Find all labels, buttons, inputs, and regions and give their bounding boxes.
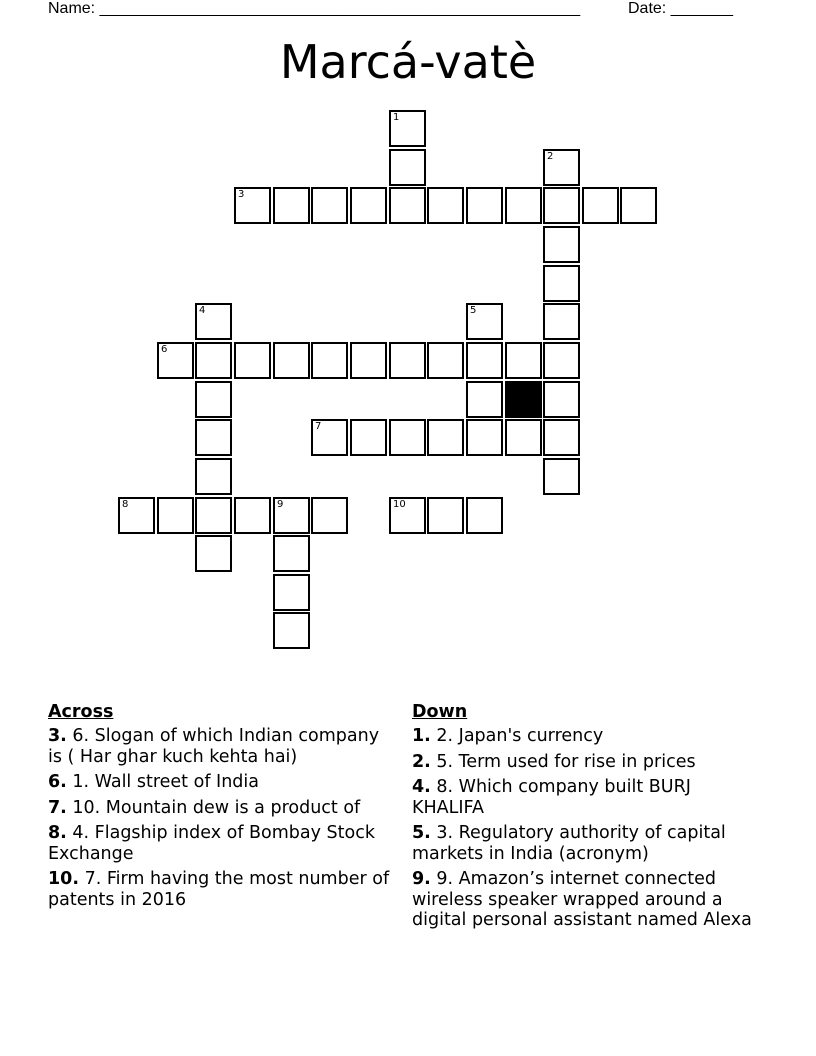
crossword-cell[interactable] (389, 110, 426, 147)
clue-number: 2 (547, 151, 554, 162)
crossword-cell[interactable] (427, 187, 464, 224)
crossword-cell[interactable] (195, 381, 232, 418)
crossword-cell[interactable] (620, 187, 657, 224)
clue-number: 8 (122, 499, 129, 510)
across-clues (48, 702, 398, 915)
crossword-cell[interactable] (195, 458, 232, 495)
clue-item (412, 823, 757, 864)
clue-item (48, 823, 398, 864)
down-clue-list (412, 726, 757, 931)
clue-text: 4. Flagship index of Bombay Stock Exchange (48, 823, 375, 864)
clue-number: 9 (277, 499, 284, 510)
crossword-cell[interactable] (118, 497, 155, 534)
clue-text: 8. Which company built BURJ KHALIFA (412, 777, 691, 818)
clue-text: 3. Regulatory authority of capital markets in India (acronym) (412, 823, 726, 864)
crossword-cell[interactable] (466, 342, 503, 379)
crossword-cell[interactable] (389, 419, 426, 456)
clue-item (412, 726, 757, 747)
crossword-cell[interactable] (505, 187, 542, 224)
crossword-cell[interactable] (273, 612, 310, 649)
crossword-cell[interactable] (311, 187, 348, 224)
crossword-cell[interactable] (273, 187, 310, 224)
clue-number: 4. (412, 777, 431, 797)
crossword-cell[interactable] (273, 574, 310, 611)
crossword-cell[interactable] (234, 342, 271, 379)
crossword-cell[interactable] (543, 303, 580, 340)
crossword-cell[interactable] (427, 497, 464, 534)
date-field[interactable]: Date: _______ (628, 0, 733, 17)
clue-number: 6. (48, 772, 67, 792)
crossword-cell[interactable] (195, 497, 232, 534)
clue-number: 4 (199, 305, 206, 316)
name-field[interactable]: Name: ______________________________________________________ (48, 0, 581, 17)
clue-item (48, 772, 398, 793)
page-title: Marcá-vatè (279, 35, 537, 89)
crossword-cell[interactable] (543, 187, 580, 224)
crossword-cell[interactable] (273, 535, 310, 572)
crossword-block (505, 381, 542, 418)
clue-number: 8. (48, 823, 67, 843)
crossword-cell[interactable] (195, 535, 232, 572)
clue-text: 5. Term used for rise in prices (436, 751, 696, 772)
clue-number: 3. (48, 726, 67, 746)
clue-number: 5. (412, 823, 431, 843)
crossword-cell[interactable] (543, 342, 580, 379)
crossword-cell[interactable] (505, 419, 542, 456)
crossword-cell[interactable] (350, 187, 387, 224)
crossword-cell[interactable] (466, 497, 503, 534)
crossword-cell[interactable] (582, 187, 619, 224)
across-heading: Across (48, 702, 114, 722)
crossword-cell[interactable] (389, 149, 426, 186)
crossword-cell[interactable] (195, 342, 232, 379)
clue-number: 1. (412, 726, 431, 746)
clue-text: 2. Japan's currency (436, 726, 604, 746)
clue-item (48, 798, 398, 819)
crossword-cell[interactable] (234, 187, 271, 224)
clue-text: 10. Mountain dew is a product of (72, 797, 361, 818)
clue-item (48, 726, 398, 767)
crossword-cell[interactable] (157, 342, 194, 379)
crossword-cell[interactable] (427, 342, 464, 379)
clue-number: 2. (412, 751, 431, 772)
clue-number: 5 (470, 305, 477, 316)
clue-text: 6. Slogan of which Indian company is ( Har ghar kuch kehta hai) (48, 726, 380, 767)
clue-number: 10. (48, 869, 80, 889)
crossword-cell[interactable] (543, 381, 580, 418)
clue-number: 6 (161, 344, 168, 355)
crossword-cell[interactable] (466, 419, 503, 456)
clue-item (48, 869, 398, 910)
clue-item (412, 777, 757, 818)
clue-text: 7. Firm having the most number of patents in 2016 (48, 869, 390, 910)
across-clue-list (48, 726, 398, 910)
clue-number: 9. (412, 869, 431, 889)
crossword-cell[interactable] (350, 419, 387, 456)
clue-number: 7 (315, 421, 322, 432)
clue-number: 10 (393, 499, 406, 510)
crossword-cell[interactable] (389, 187, 426, 224)
clue-number: 3 (238, 189, 245, 200)
crossword-cell[interactable] (311, 497, 348, 534)
clue-item (412, 869, 757, 931)
crossword-cell[interactable] (543, 458, 580, 495)
crossword-cell[interactable] (273, 342, 310, 379)
crossword-cell[interactable] (466, 381, 503, 418)
crossword-cell[interactable] (311, 342, 348, 379)
crossword-cell[interactable] (273, 497, 310, 534)
crossword-cell[interactable] (543, 265, 580, 302)
crossword-cell[interactable] (311, 419, 348, 456)
crossword-cell[interactable] (505, 342, 542, 379)
clue-item (412, 752, 757, 773)
crossword-cell[interactable] (543, 149, 580, 186)
crossword-cell[interactable] (543, 419, 580, 456)
crossword-cell[interactable] (466, 303, 503, 340)
crossword-cell[interactable] (389, 497, 426, 534)
crossword-cell[interactable] (389, 342, 426, 379)
clue-text: 1. Wall street of India (72, 772, 259, 792)
crossword-cell[interactable] (234, 497, 271, 534)
crossword-cell[interactable] (427, 419, 464, 456)
clue-number: 7. (48, 797, 67, 818)
clue-number: 1 (393, 112, 400, 123)
crossword-cell[interactable] (195, 419, 232, 456)
down-clues (412, 702, 757, 936)
crossword-cell[interactable] (157, 497, 194, 534)
crossword-cell[interactable] (543, 226, 580, 263)
clue-text: 9. Amazon’s internet connected wireless speaker wrapped around a digital personal assistant named Alexa (412, 869, 752, 930)
crossword-cell[interactable] (195, 303, 232, 340)
down-heading: Down (412, 702, 468, 722)
crossword-cell[interactable] (350, 342, 387, 379)
crossword-cell[interactable] (466, 187, 503, 224)
